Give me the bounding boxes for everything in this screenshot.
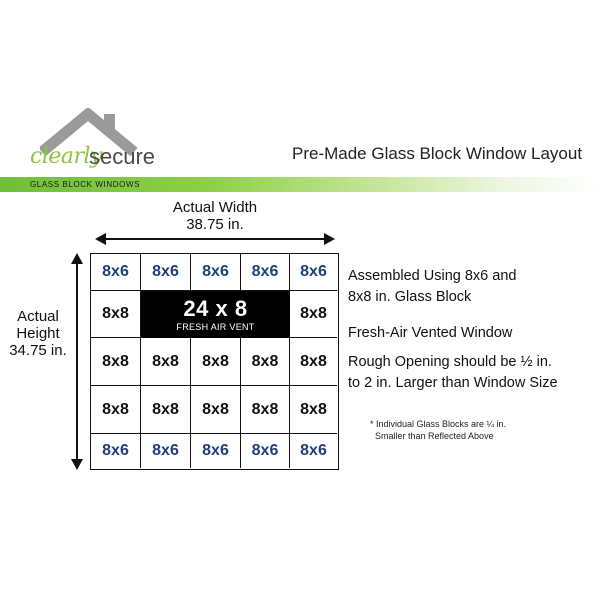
glass-block-8x8-r3c3: 8x8 (191, 338, 241, 386)
width-double-arrow-icon (95, 232, 335, 246)
vent-size-label: 24 x 8 (183, 295, 248, 321)
glass-block-grid (90, 253, 339, 470)
glass-block-8x6-r5c4: 8x6 (241, 434, 290, 468)
glass-block-8x8-r3c4: 8x8 (241, 338, 290, 386)
glass-block-8x8-r3c5: 8x8 (290, 338, 337, 386)
height-label-text-2: Height (16, 325, 60, 342)
glass-block-8x8-r4c3: 8x8 (191, 386, 241, 434)
glass-block-8x6-r1c1: 8x6 (91, 254, 141, 291)
page-title: Pre-Made Glass Block Window Layout (292, 144, 583, 163)
width-value-text: 38.75 in. (186, 216, 244, 233)
glass-block-8x8-r4c5: 8x8 (290, 386, 337, 434)
glass-block-8x8-r4c2: 8x8 (141, 386, 191, 434)
width-dimension-label (140, 199, 290, 233)
glass-block-8x6-r5c2: 8x6 (141, 434, 191, 468)
fresh-air-vent-block (141, 291, 290, 338)
height-label-text-1: Actual (17, 308, 59, 325)
glass-block-8x6-r1c4: 8x6 (241, 254, 290, 291)
glass-block-8x8-r3c1: 8x8 (91, 338, 141, 386)
glass-block-8x6-r1c2: 8x6 (141, 254, 191, 291)
glass-block-8x8-r4c4: 8x8 (241, 386, 290, 434)
glass-block-8x8-r4c1: 8x8 (91, 386, 141, 434)
glass-block-8x8-r2c1: 8x8 (91, 291, 141, 338)
brand-name-clearly: clearly (30, 144, 102, 169)
glass-block-8x6-r5c3: 8x6 (191, 434, 241, 468)
width-label-text: Actual Width (172, 199, 258, 216)
height-value-text: 34.75 in. (9, 342, 67, 359)
brand-tagline: GLASS BLOCK WINDOWS (29, 180, 141, 189)
note-assembled: Assembled Using 8x6 and 8x8 in. Glass Block (348, 268, 517, 305)
glass-block-8x6-r5c5: 8x6 (300, 442, 327, 459)
brand-name-secure: secure (89, 144, 156, 169)
glass-block-8x8-r2c5: 8x8 (290, 291, 337, 338)
height-dimension-label (0, 308, 76, 359)
note-footnote: * Individual Glass Blocks are ¼ in. Smaller than Reflected Above (370, 419, 507, 441)
glass-block-8x6-r1c5: 8x6 (290, 254, 337, 291)
note-fresh-air: Fresh-Air Vented Window (348, 325, 513, 341)
height-double-arrow-icon (70, 253, 84, 470)
glass-block-8x6-r1c3: 8x6 (191, 254, 241, 291)
vent-label: FRESH AIR VENT (176, 321, 255, 332)
note-rough-opening: Rough Opening should be ½ in. to 2 in. Larger than Window Size (348, 354, 558, 391)
glass-block-8x6-r5c1: 8x6 (91, 434, 141, 468)
glass-block-8x8-r3c2: 8x8 (141, 338, 191, 386)
